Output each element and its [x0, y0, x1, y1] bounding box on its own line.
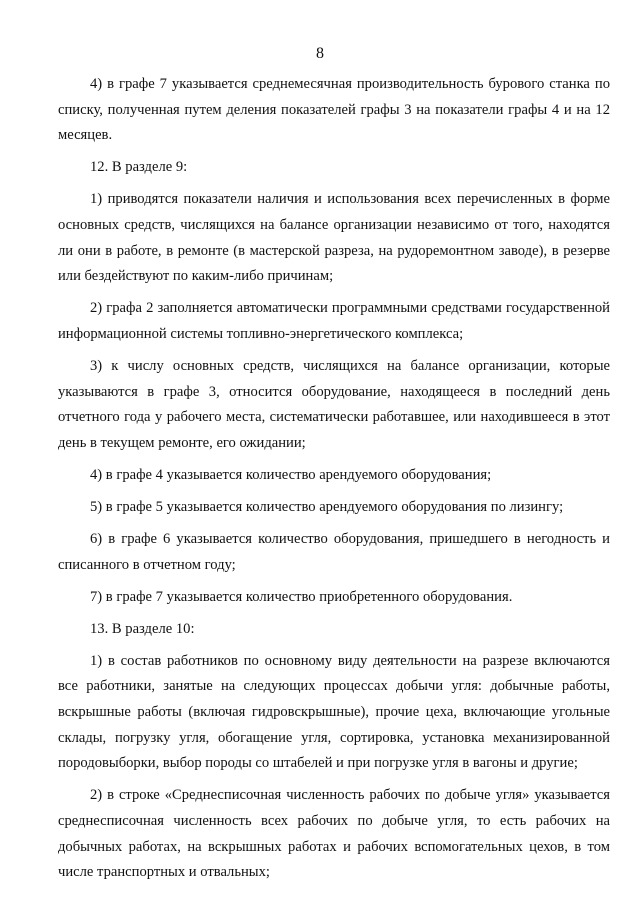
page-number: 8: [316, 45, 324, 62]
paragraph: 5) в графе 5 указывается количество арендуемого оборудования по лизингу;: [90, 498, 564, 515]
paragraph: 2) в строке «Среднесписочная численность рабочих по добыче угля» указывается среднесписочная численность всех рабочих по добыче угля, то есть рабочих на добычных работах, на вскрышных работах и рабочих вспомогательных цехов, в том числе транспортных и отвальных;: [58, 787, 610, 881]
paragraph: 4) в графе 7 указывается среднемесячная производительность бурового станка по списку, полученная путем деления показателей графы 3 на показатели графы 4 и на 12 месяцев.: [58, 76, 610, 144]
paragraph: 7) в графе 7 указывается количество приобретенного оборудования.: [90, 588, 513, 605]
paragraph: 1) приводятся показатели наличия и использования всех перечисленных в форме основных средств, числящихся на балансе организации независимо от того, находятся ли они в работе, в ремонте (в мастерской разреза, на рудоремонтном заводе), в резерве или бездействуют по каким-либо причинам;: [58, 191, 610, 285]
paragraph: 6) в графе 6 указывается количество оборудования, пришедшего в негодность и списанного в отчетном году;: [58, 531, 610, 573]
paragraph: 4) в графе 4 указывается количество арендуемого оборудования;: [90, 466, 492, 483]
section-heading: 13. В разделе 10:: [90, 620, 195, 637]
section-heading: 12. В разделе 9:: [90, 159, 188, 176]
paragraph: 3) к числу основных средств, числящихся на балансе организации, которые указываются в графе 3, относится оборудование, находящееся в последний день отчетного года у рабочего места, систематически работавшее, или находившееся в этот день в текущем ремонте, его ожидании;: [58, 357, 610, 451]
paragraph: 2) графа 2 заполняется автоматически программными средствами государственной информационной системы топливно-энергетического комплекса;: [58, 300, 610, 342]
paragraph: 1) в состав работников по основному виду деятельности на разрезе включаются все работники, занятые на следующих процессах добычи угля: добычные работы, вскрышные работы (включая гидровскрышные), прочие цеха, включающие угольные склады, погрузку угля, обогащение угля, сортировка, установка механизированной породовыборки, выбор породы со штабелей и при погрузке угля в вагоны и другие;: [58, 652, 610, 772]
document-body: [58, 72, 610, 892]
